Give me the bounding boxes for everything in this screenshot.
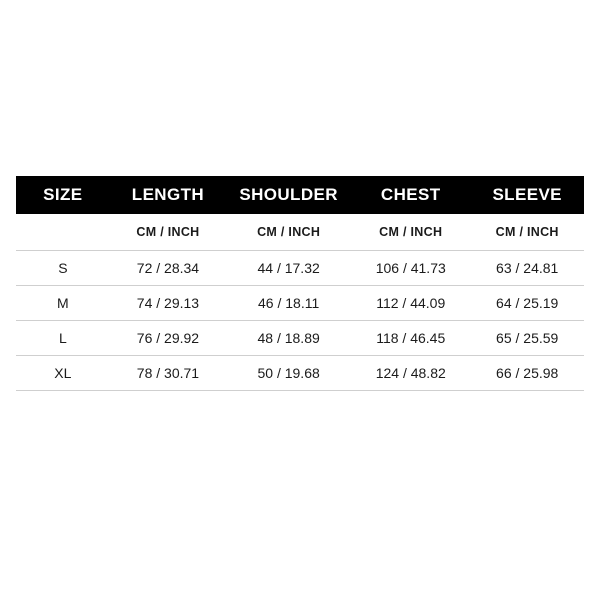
unit-cell-size — [16, 214, 110, 251]
column-header-shoulder: SHOULDER — [226, 176, 351, 214]
cell-shoulder: 50 / 19.68 — [226, 356, 351, 391]
column-header-sleeve: SLEEVE — [470, 176, 584, 214]
cell-size: XL — [16, 356, 110, 391]
cell-length: 72 / 28.34 — [110, 251, 226, 286]
cell-chest: 118 / 46.45 — [351, 321, 470, 356]
unit-row — [16, 214, 584, 251]
cell-sleeve: 65 / 25.59 — [470, 321, 584, 356]
column-header-chest: CHEST — [351, 176, 470, 214]
unit-cell-length: CM / INCH — [110, 214, 226, 251]
table-header — [16, 176, 584, 214]
cell-chest: 124 / 48.82 — [351, 356, 470, 391]
column-header-size: SIZE — [16, 176, 110, 214]
table-row — [16, 251, 584, 286]
cell-size: S — [16, 251, 110, 286]
unit-cell-sleeve: CM / INCH — [470, 214, 584, 251]
size-chart — [16, 176, 584, 391]
cell-size: M — [16, 286, 110, 321]
cell-length: 78 / 30.71 — [110, 356, 226, 391]
cell-chest: 112 / 44.09 — [351, 286, 470, 321]
cell-sleeve: 63 / 24.81 — [470, 251, 584, 286]
cell-shoulder: 46 / 18.11 — [226, 286, 351, 321]
size-chart-table — [16, 176, 584, 391]
cell-length: 76 / 29.92 — [110, 321, 226, 356]
table-body — [16, 214, 584, 391]
table-row — [16, 321, 584, 356]
cell-length: 74 / 29.13 — [110, 286, 226, 321]
cell-shoulder: 44 / 17.32 — [226, 251, 351, 286]
table-row — [16, 286, 584, 321]
column-header-length: LENGTH — [110, 176, 226, 214]
header-row — [16, 176, 584, 214]
cell-size: L — [16, 321, 110, 356]
cell-sleeve: 64 / 25.19 — [470, 286, 584, 321]
cell-chest: 106 / 41.73 — [351, 251, 470, 286]
cell-sleeve: 66 / 25.98 — [470, 356, 584, 391]
table-row — [16, 356, 584, 391]
cell-shoulder: 48 / 18.89 — [226, 321, 351, 356]
unit-cell-shoulder: CM / INCH — [226, 214, 351, 251]
unit-cell-chest: CM / INCH — [351, 214, 470, 251]
